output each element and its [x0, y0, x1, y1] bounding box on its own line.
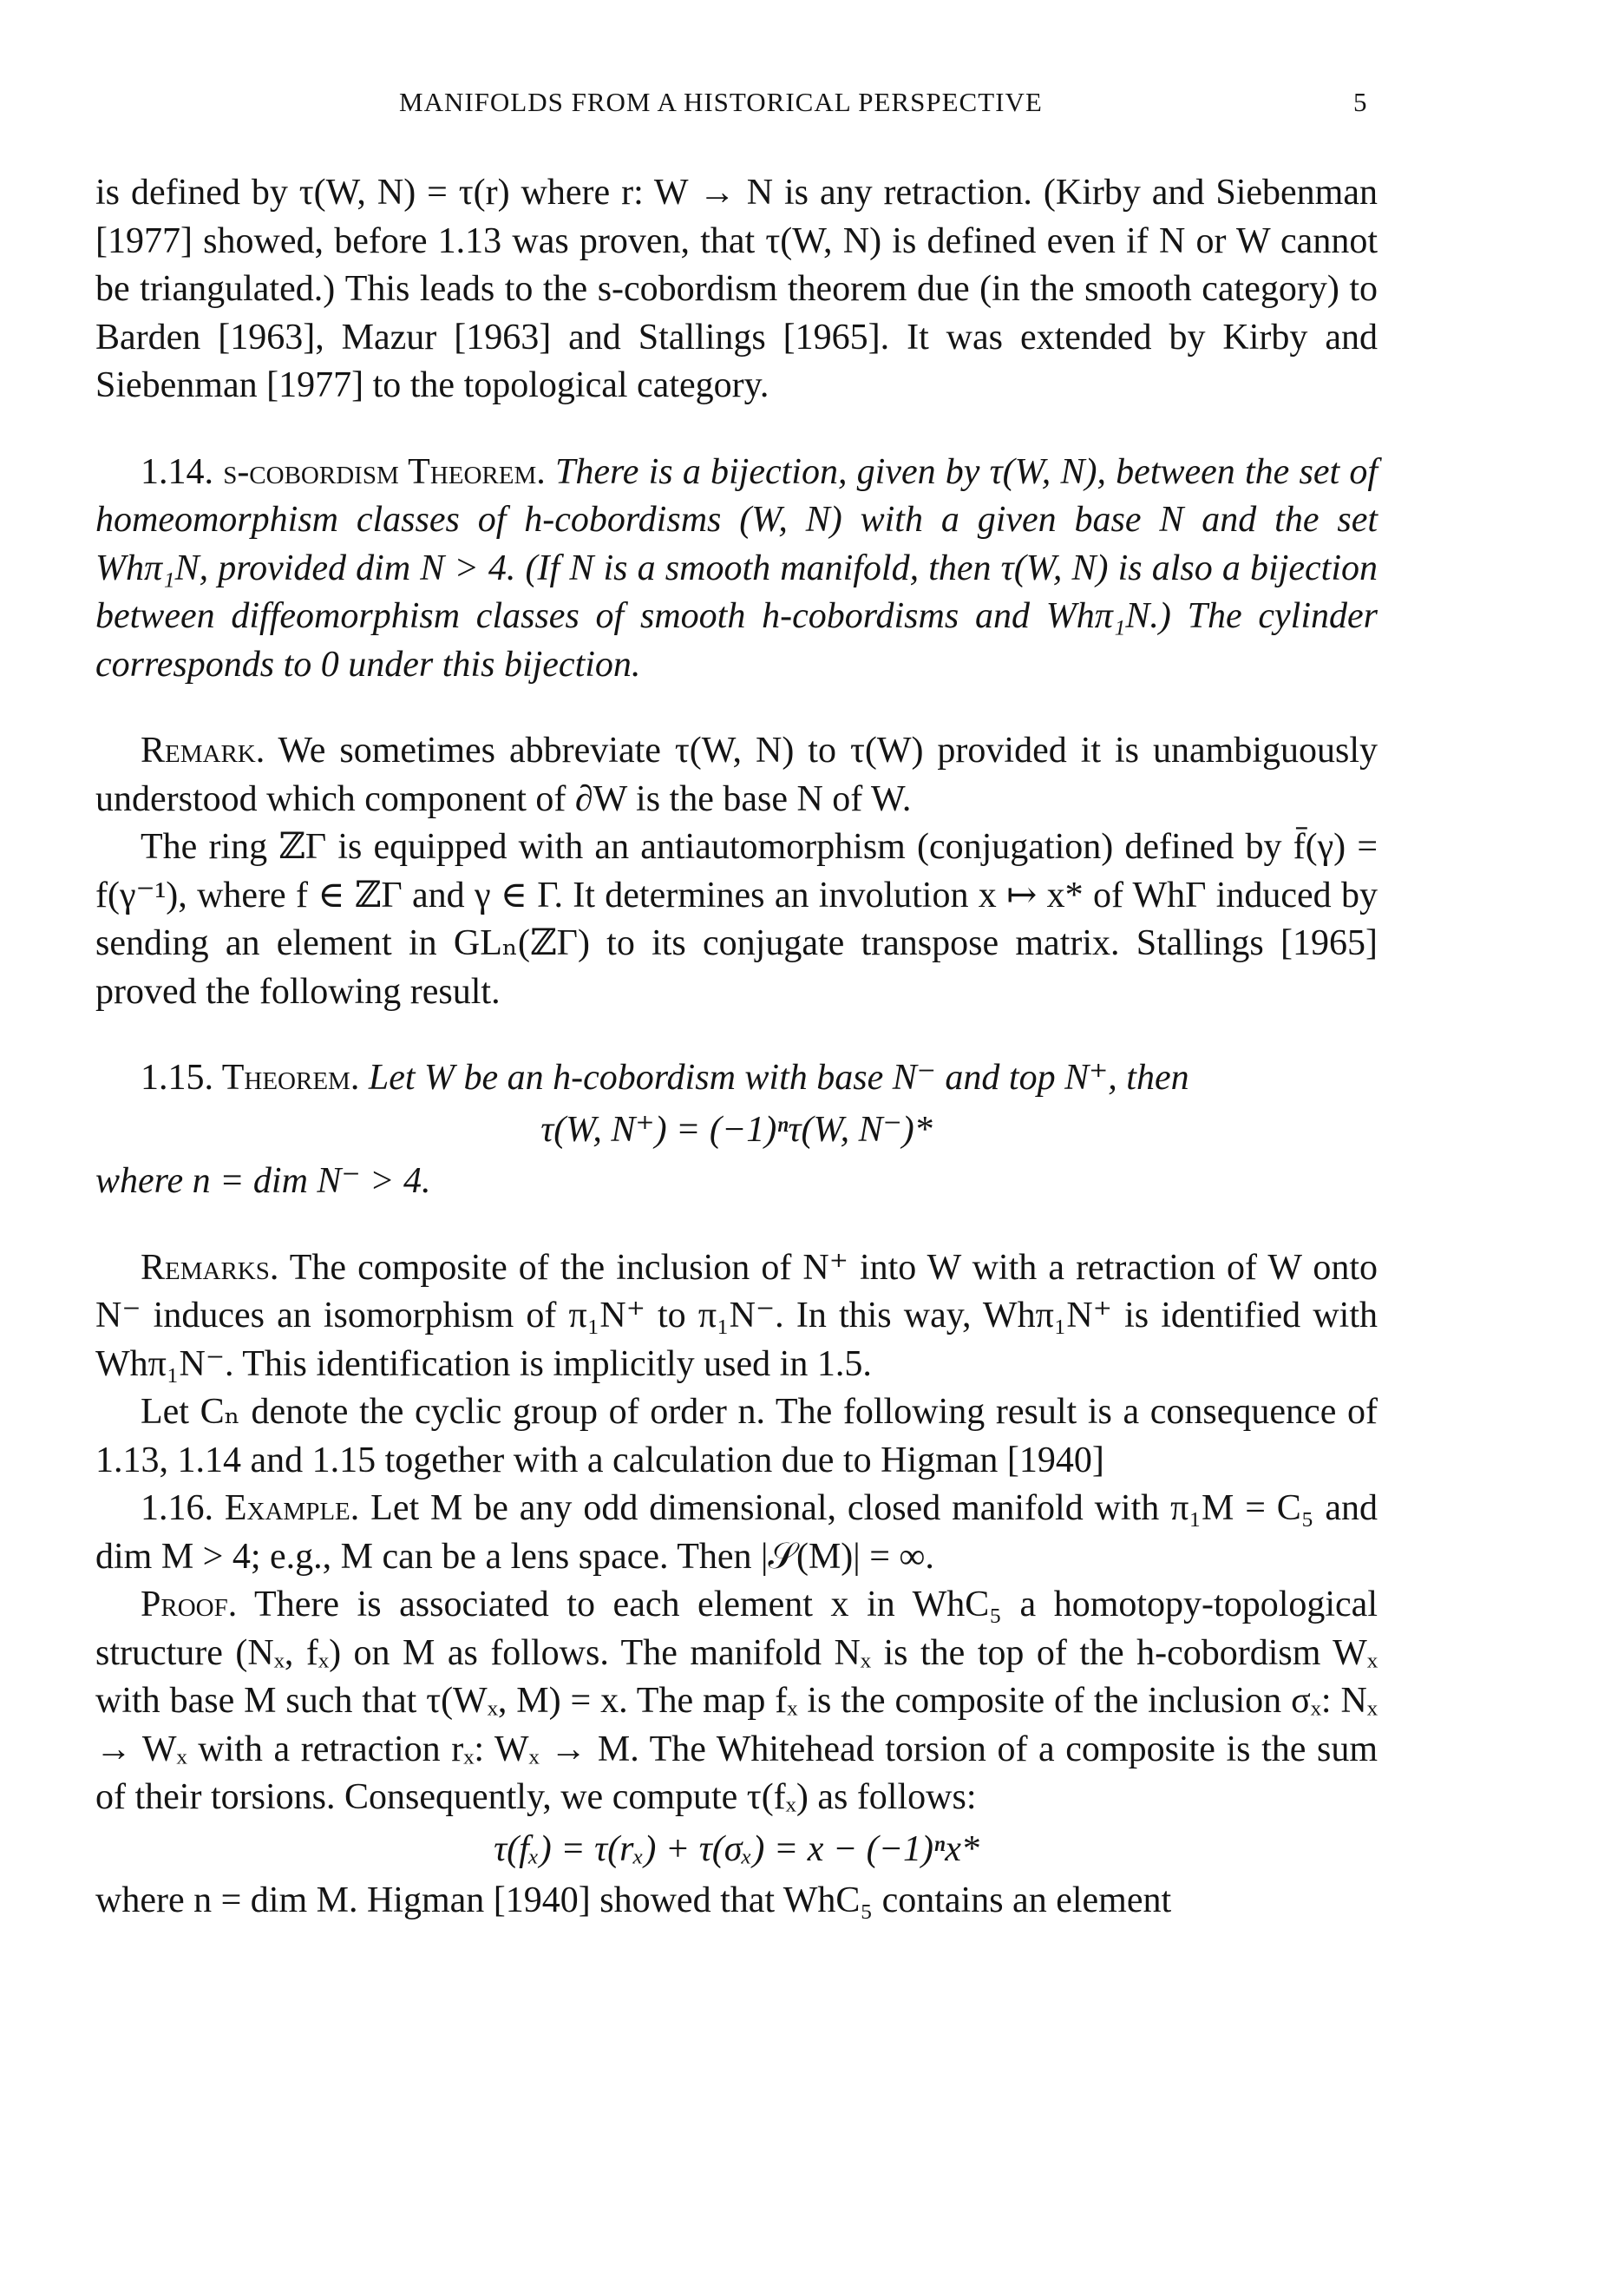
theorem-1-14 — [95, 449, 1378, 690]
theorem-1-15 — [95, 1054, 1378, 1103]
example-1-16 — [95, 1485, 1378, 1581]
paragraph-retraction: is defined by τ(W, N) = τ(r) where r: W → N is any retraction. (Kirby and Siebenman [1977] showed, before 1.13 was proven, that τ(W, N) is defined even if N or W cannot be triangulated.) This leads to the s-cobordism theorem due (in the smooth category) to Barden [1963], Mazur [1963] and Stallings [1965]. It was extended by Kirby and Siebenman [1977] to the topological category. — [95, 173, 1378, 405]
theorem-1-14-label: 1.14. s-cobordism Theorem. — [141, 451, 546, 492]
proof-text: There is associated to each element x in WhC₅ a homotopy-topological structure (Nₓ, fₓ) on M as follows. The manifold Nₓ is the top of the h-cobordism Wₓ with base M such that τ(Wₓ, M) = x. The map fₓ is the composite of the inclusion σₓ: Nₓ → Wₓ with a retraction rₓ: Wₓ → M. The Whitehead torsion of a composite is the sum of their torsions. Consequently, we compute τ(fₓ) as follows: — [95, 1585, 1378, 1817]
body-text — [95, 169, 1378, 1926]
example-1-16-label: 1.16. Example. — [141, 1488, 360, 1528]
remarks-label: Remarks. — [141, 1247, 279, 1288]
theorem-1-15-where: where n = dim N⁻ > 4. — [95, 1161, 431, 1201]
remark — [95, 727, 1378, 824]
remarks — [95, 1244, 1378, 1389]
paragraph-cyclic-group: Let Cₙ denote the cyclic group of order n. The following result is a consequence of 1.13, 1.14 and 1.15 together with a calculation due to Higman [1940] — [95, 1392, 1378, 1480]
proof — [95, 1581, 1378, 1822]
proof-equation: τ(fₓ) = τ(rₓ) + τ(σₓ) = x − (−1)ⁿx* — [494, 1828, 979, 1869]
paragraph-last-line: where n = dim M. Higman [1940] showed that WhC₅ contains an element — [95, 1880, 1172, 1920]
page-number: 5 — [1353, 87, 1368, 117]
running-title: MANIFOLDS FROM A HISTORICAL PERSPECTIVE — [399, 87, 1043, 117]
remark-label: Remark. — [141, 731, 265, 771]
theorem-1-15-label: 1.15. Theorem. — [141, 1058, 360, 1098]
remark-text: We sometimes abbreviate τ(W, N) to τ(W) provided it is unambiguously understood which component of ∂W is the base N of W. — [95, 731, 1378, 819]
running-header — [0, 87, 1624, 130]
paragraph-ring: The ring ℤΓ is equipped with an antiautomorphism (conjugation) defined by f̄(γ) = f(γ⁻¹), where f ∈ ℤΓ and γ ∈ Γ. It determines an involution x ↦ x* of WhΓ induced by sending an element in GLₙ(ℤΓ) to its conjugate transpose matrix. Stallings [1965] proved the following result. — [95, 827, 1378, 1012]
theorem-1-15-statement: Let W be an h-cobordism with base N⁻ and top N⁺, then — [368, 1058, 1189, 1098]
proof-label: Proof. — [141, 1585, 238, 1624]
example-1-16-text: Let M be any odd dimensional, closed manifold with π₁M = C₅ and dim M > 4; e.g., M can be a lens space. Then |𝒮(M)| = ∞. — [95, 1488, 1378, 1577]
remarks-text: The composite of the inclusion of N⁺ into W with a retraction of W onto N⁻ induces an isomorphism of π₁N⁺ to π₁N⁻. In this way, Whπ₁N⁺ is identified with Whπ₁N⁻. This identification is implicitly used in 1.5. — [95, 1247, 1378, 1384]
theorem-1-15-equation: τ(W, N⁺) = (−1)ⁿτ(W, N⁻)* — [540, 1109, 933, 1150]
theorem-1-14-statement: There is a bijection, given by τ(W, N), between the set of homeomorphism classes of h-cobordisms (W, N) with a given base N and the set Whπ₁N, provided dim N > 4. (If N is a smooth manifold, then τ(W, N) is also a bijection between diffeomorphism classes of smooth h-cobordisms and Whπ₁N.) The cylinder corresponds to 0 under this bijection. — [95, 451, 1378, 685]
